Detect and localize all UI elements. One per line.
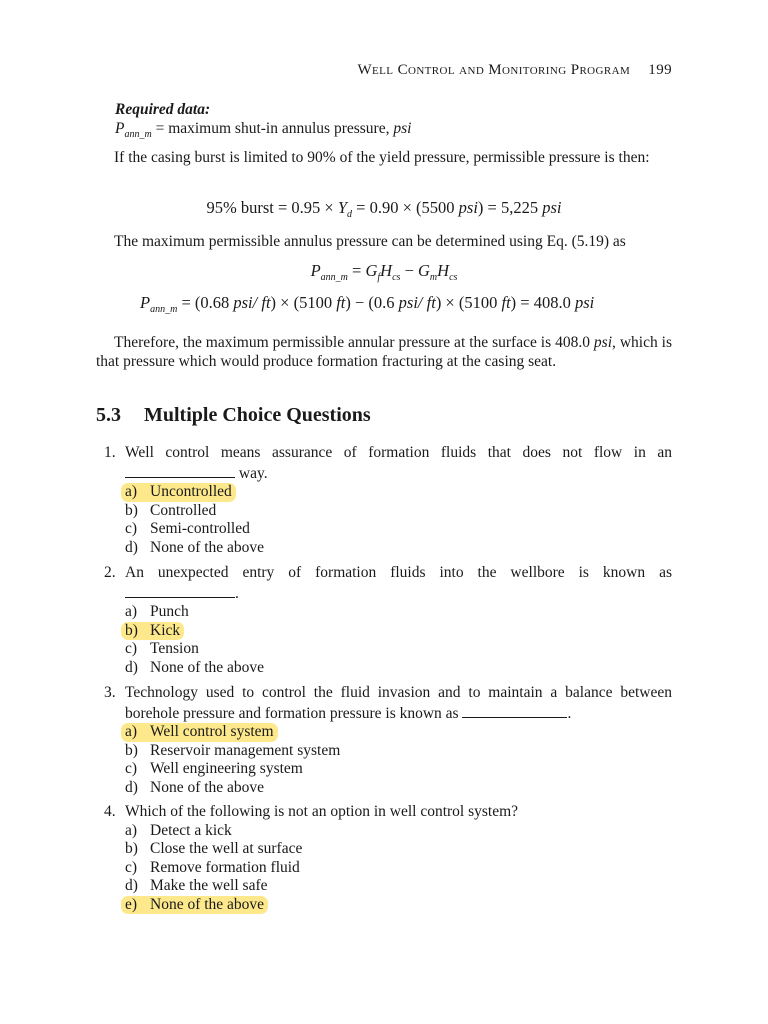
- required-var-subscript: ann_m: [124, 129, 152, 140]
- option-text: Punch: [150, 603, 189, 620]
- required-data-block: [115, 100, 672, 144]
- eq1-part-a: 95% burst = 0.95 ×: [206, 198, 338, 217]
- eq1-unit-inner: psi: [458, 198, 478, 217]
- required-unit: psi: [393, 120, 412, 137]
- eq3-t3: ) − (0.6: [345, 293, 399, 312]
- conclusion-part-a: Therefore, the maximum permissible annular pressure at the surface is 408.0: [114, 334, 594, 351]
- question-4: [96, 803, 672, 914]
- eq1-part-c: ) = 5,225: [477, 198, 543, 217]
- option-letter: c): [125, 858, 138, 876]
- question-number: 3.: [104, 684, 116, 701]
- option-text: Reservoir management system: [150, 741, 341, 759]
- option-item[interactable]: [125, 483, 672, 502]
- equation-annulus-value: [140, 293, 680, 315]
- section-heading: [96, 404, 371, 427]
- conclusion-unit: psi: [593, 334, 612, 351]
- options-list: [125, 603, 672, 677]
- option-item[interactable]: [125, 723, 672, 742]
- option-item[interactable]: [125, 603, 672, 622]
- conclusion-part-b: , which is that pressure which would produce formation fracturing at the casing seat.: [96, 334, 672, 370]
- required-desc: = maximum shut-in annulus pressure,: [155, 120, 390, 137]
- option-item[interactable]: [125, 859, 672, 878]
- eq3-u5: psi: [574, 293, 595, 312]
- question-text: [125, 684, 672, 723]
- equation-annulus-formula: [96, 261, 672, 283]
- option-text: None of the above: [150, 538, 265, 556]
- option-letter: a): [125, 723, 138, 740]
- paragraph-burst-limit: If the casing burst is limited to 90% of the yield pressure, permissible pressure is then:: [114, 149, 650, 166]
- eq2-minus: −: [400, 261, 418, 280]
- page-number: 199: [648, 62, 672, 78]
- question-text: [125, 564, 672, 603]
- option-text: None of the above: [150, 658, 265, 676]
- eq3-t4: ) × (5100: [435, 293, 502, 312]
- section-title: Multiple Choice Questions: [144, 404, 371, 426]
- eq3-t1: = (0.68: [177, 293, 234, 312]
- option-item[interactable]: [125, 840, 672, 859]
- eq2-g2-subscript: m: [429, 272, 438, 283]
- option-text: Uncontrolled: [150, 483, 232, 500]
- option-text: Detect a kick: [150, 821, 232, 839]
- question-3: [96, 684, 672, 797]
- paragraph-max-annulus: The maximum permissible annulus pressure can be determined using Eq. (5.19) as: [114, 233, 626, 250]
- eq2-h1: H: [380, 261, 393, 280]
- option-letter: a): [125, 483, 138, 500]
- eq1-part-b: = 0.90 × (5500: [352, 198, 459, 217]
- running-header-title: Well Control and Monitoring Program: [357, 62, 631, 78]
- question-text-b: way.: [235, 464, 268, 482]
- question-text-a: Well control means assurance of formation fluids that does not flow in an: [125, 444, 672, 461]
- options-list: [125, 822, 672, 915]
- eq3-u1: psi/ ft: [233, 293, 271, 312]
- eq3-u4: ft: [501, 293, 511, 312]
- option-item[interactable]: [125, 502, 672, 521]
- options-list: [125, 483, 672, 557]
- option-text: Well control system: [150, 723, 274, 740]
- equation-burst: [96, 198, 672, 220]
- paragraph-conclusion: [96, 333, 672, 371]
- option-letter: d): [125, 538, 138, 556]
- options-list: [125, 723, 672, 797]
- option-item[interactable]: [125, 779, 672, 798]
- eq2-g1: G: [365, 261, 378, 280]
- option-text: None of the above: [150, 895, 265, 913]
- section-number: 5.3: [96, 404, 121, 426]
- question-2: [96, 564, 672, 677]
- question-text-a: An unexpected entry of formation fluids into the wellbore is known as: [125, 564, 672, 581]
- option-item[interactable]: [125, 640, 672, 659]
- eq2-h1-subscript: cs: [392, 272, 401, 283]
- option-text: Tension: [150, 640, 199, 657]
- question-text: [125, 803, 672, 822]
- answer-blank: [462, 703, 567, 718]
- eq3-u2: ft: [336, 293, 346, 312]
- eq2-g2: G: [418, 261, 430, 280]
- option-letter: d): [125, 877, 138, 894]
- option-letter: d): [125, 658, 138, 676]
- option-letter: c): [125, 520, 138, 537]
- eq3-p: P: [140, 293, 151, 312]
- option-item[interactable]: [125, 622, 672, 641]
- eq2-g1-subscript: f: [377, 272, 381, 283]
- eq3-u3: psi/ ft: [398, 293, 436, 312]
- option-letter: b): [125, 840, 138, 857]
- option-letter: c): [125, 760, 138, 777]
- question-text-a: Which of the following is not an option in well control system?: [125, 803, 519, 820]
- option-item[interactable]: [125, 520, 672, 539]
- eq3-t5: ) = 408.0: [510, 293, 575, 312]
- option-item[interactable]: [125, 822, 672, 841]
- answer-blank: [125, 583, 235, 598]
- option-item[interactable]: [125, 896, 672, 915]
- question-text-b: .: [567, 704, 572, 722]
- option-letter: c): [125, 640, 138, 657]
- eq1-unit: psi: [542, 198, 562, 217]
- required-data-heading: Required data:: [115, 101, 211, 118]
- running-header: [358, 62, 673, 79]
- eq2-p-subscript: ann_m: [320, 272, 348, 283]
- required-var: P: [115, 120, 125, 137]
- option-text: Semi-controlled: [150, 520, 250, 537]
- eq1-y-subscript: d: [347, 209, 353, 220]
- option-letter: b): [125, 501, 138, 519]
- option-text: None of the above: [150, 778, 265, 796]
- option-letter: b): [125, 621, 138, 639]
- answer-blank: [125, 463, 235, 478]
- question-number: 1.: [104, 444, 116, 461]
- option-text: Well engineering system: [150, 760, 303, 777]
- question-number: 2.: [104, 564, 116, 581]
- option-text: Close the well at surface: [150, 840, 303, 857]
- option-item[interactable]: [125, 659, 672, 678]
- question-text-a: Technology used to control the fluid invasion and to maintain a balance between borehole pressure and formation pressure is known as: [125, 684, 672, 722]
- question-number: 4.: [104, 803, 116, 820]
- option-item[interactable]: [125, 877, 672, 896]
- option-text: Kick: [150, 621, 181, 639]
- option-letter: b): [125, 741, 138, 759]
- question-1: [96, 444, 672, 557]
- question-text-b: .: [235, 584, 239, 602]
- option-text: Make the well safe: [150, 877, 268, 894]
- option-item[interactable]: [125, 760, 672, 779]
- option-item[interactable]: [125, 742, 672, 761]
- eq2-h2: H: [437, 261, 450, 280]
- eq3-t2: ) × (5100: [270, 293, 337, 312]
- option-text: Remove formation fluid: [150, 858, 300, 876]
- option-letter: e): [125, 895, 138, 913]
- question-text: [125, 444, 672, 483]
- eq2-p: P: [310, 261, 321, 280]
- option-letter: a): [125, 603, 138, 620]
- eq3-p-subscript: ann_m: [150, 304, 178, 315]
- eq2-equals: =: [347, 261, 366, 280]
- eq1-y: Y: [337, 198, 348, 217]
- option-text: Controlled: [150, 501, 217, 519]
- option-letter: d): [125, 778, 138, 796]
- option-item[interactable]: [125, 539, 672, 558]
- option-letter: a): [125, 821, 138, 839]
- eq2-h2-subscript: cs: [449, 272, 458, 283]
